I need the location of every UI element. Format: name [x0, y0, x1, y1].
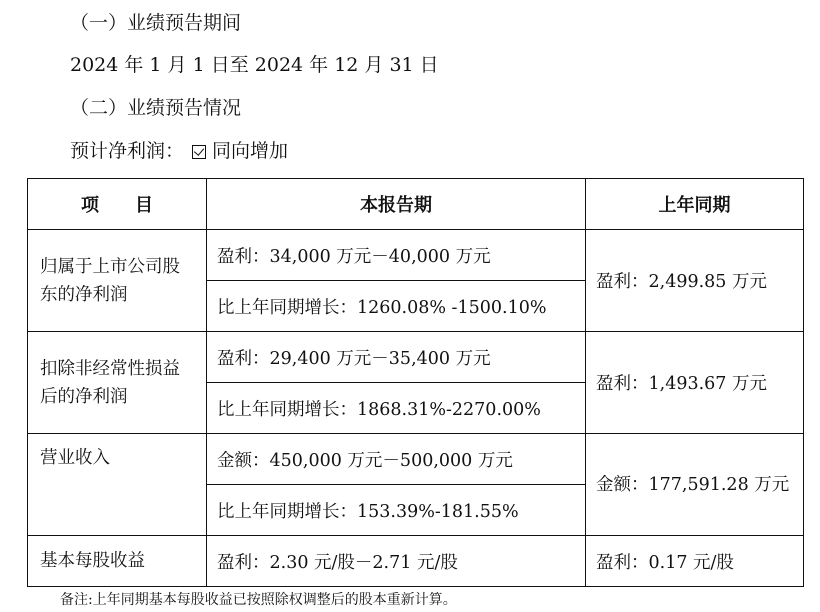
current-value: 金额：450,000 万元－500,000 万元 [207, 434, 586, 485]
prior-value: 盈利：1,493.67 万元 [586, 332, 804, 434]
profit-direction-value: 同向增加 [212, 140, 289, 162]
checked-box-icon [192, 145, 206, 159]
current-growth: 比上年同期增长：153.39%-181.55% [207, 485, 586, 536]
profit-direction-line [70, 136, 288, 163]
section-title-forecast: （二）业绩预告情况 [70, 97, 242, 119]
row-item-revenue: 营业收入 [28, 434, 207, 536]
header-item: 项 目 [28, 179, 207, 230]
current-value: 盈利：29,400 万元－35,400 万元 [207, 332, 586, 383]
table-row [28, 230, 804, 281]
section-title-period: （一）业绩预告期间 [70, 12, 242, 34]
header-current-period: 本报告期 [207, 179, 586, 230]
row-item-eps: 基本每股收益 [28, 536, 207, 587]
table-row [28, 434, 804, 485]
current-growth: 比上年同期增长：1868.31%-2270.00% [207, 383, 586, 434]
current-value: 盈利：2.30 元/股－2.71 元/股 [207, 536, 586, 587]
prior-value: 金额：177,591.28 万元 [586, 434, 804, 536]
prior-value: 盈利：2,499.85 万元 [586, 230, 804, 332]
header-prior-period: 上年同期 [586, 179, 804, 230]
table-header-row [28, 179, 804, 230]
current-growth: 比上年同期增长：1260.08% -1500.10% [207, 281, 586, 332]
profit-label: 预计净利润： [70, 140, 185, 162]
table-row [28, 536, 804, 587]
row-item-adjusted-net-profit: 扣除非经常性损益后的净利润 [28, 332, 207, 434]
prior-value: 盈利：0.17 元/股 [586, 536, 804, 587]
footnote: 备注:上年同期基本每股收益已按照除权调整后的股本重新计算。 [60, 592, 457, 608]
row-item-net-profit: 归属于上市公司股东的净利润 [28, 230, 207, 332]
forecast-table [27, 178, 804, 587]
current-value: 盈利：34,000 万元－40,000 万元 [207, 230, 586, 281]
table-row [28, 332, 804, 383]
forecast-period-text: 2024 年 1 月 1 日至 2024 年 12 月 31 日 [70, 54, 439, 76]
